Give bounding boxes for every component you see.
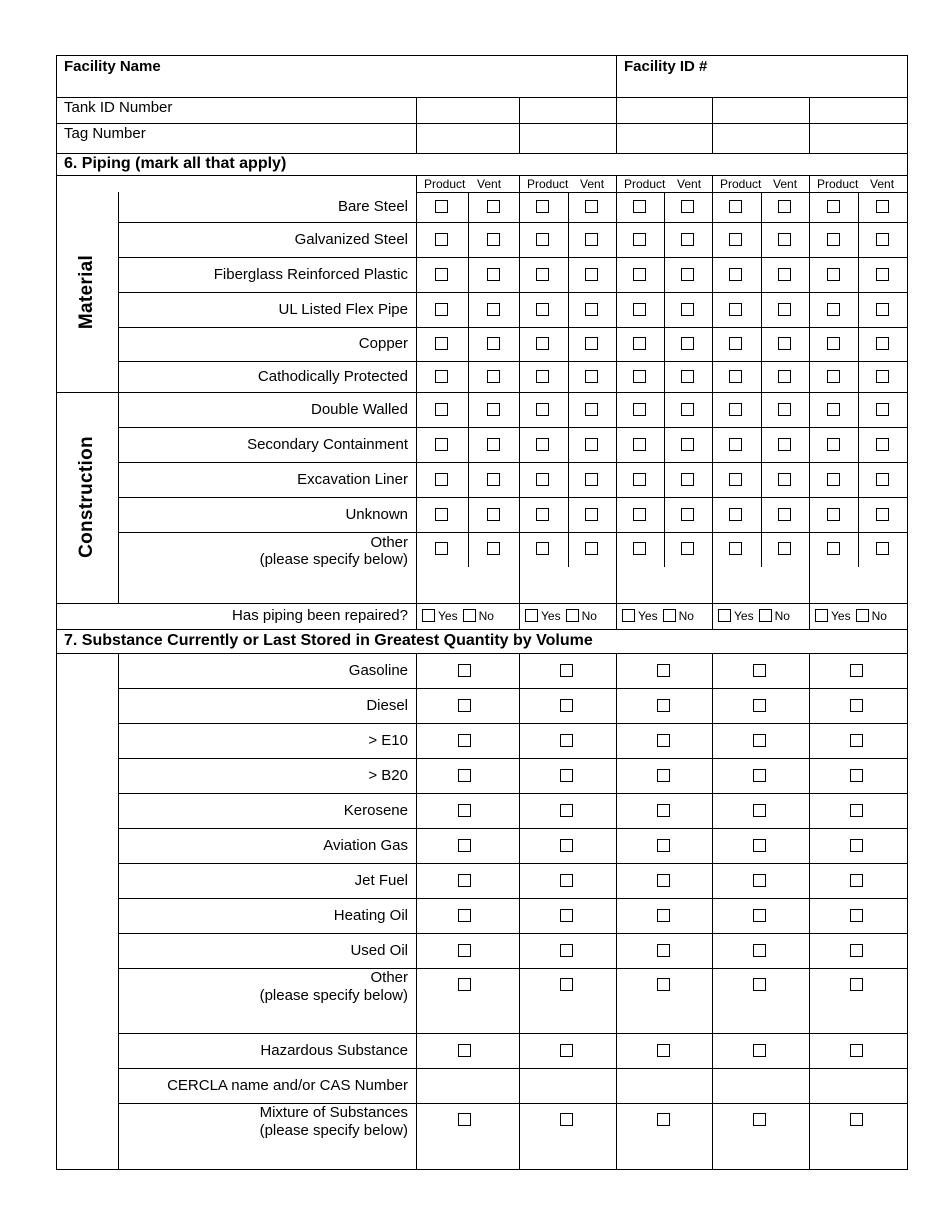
piping-row-bare-steel: Bare Steel	[337, 198, 408, 215]
repaired-no-label: No	[871, 609, 887, 623]
piping-galvanized-steel-vent-checkbox[interactable]	[876, 233, 889, 246]
piping-ul-listed-flex-pipe-vent-checkbox[interactable]	[585, 303, 598, 316]
vent-column-header: Vent	[580, 177, 605, 191]
piping-secondary-containment-vent-checkbox[interactable]	[487, 438, 500, 451]
piping-other-label: Other	[370, 534, 408, 551]
piping-cathodically-protected-vent-checkbox[interactable]	[681, 370, 694, 383]
tank-id-label: Tank ID Number	[64, 99, 173, 116]
substance-mixture-checkbox[interactable]	[850, 1113, 863, 1126]
piping-unknown-product-checkbox[interactable]	[729, 508, 742, 521]
substance-heating-oil-checkbox[interactable]	[753, 909, 766, 922]
piping-bare-steel-product-checkbox[interactable]	[633, 200, 646, 213]
piping-other-product-checkbox[interactable]	[435, 542, 448, 555]
repaired-yes-checkbox[interactable]	[422, 609, 435, 622]
substance-used-oil-checkbox[interactable]	[560, 944, 573, 957]
piping-unknown-product-checkbox[interactable]	[536, 508, 549, 521]
tank-id-field[interactable]	[618, 99, 710, 121]
cercla-field[interactable]	[418, 1070, 517, 1101]
tag-number-field[interactable]	[618, 125, 710, 151]
substance-row-jet-fuel: Jet Fuel	[354, 872, 408, 889]
substance-mixture-checkbox[interactable]	[560, 1113, 573, 1126]
piping-bare-steel-product-checkbox[interactable]	[729, 200, 742, 213]
piping-copper-product-checkbox[interactable]	[435, 337, 448, 350]
tank-id-field[interactable]	[714, 99, 807, 121]
repaired-no-checkbox[interactable]	[663, 609, 676, 622]
piping-galvanized-steel-vent-checkbox[interactable]	[778, 233, 791, 246]
tank-piping-form	[56, 55, 908, 1170]
piping-fiberglass-reinforced-plastic-vent-checkbox[interactable]	[876, 268, 889, 281]
substance-other-checkbox[interactable]	[560, 978, 573, 991]
substance-heating-oil-checkbox[interactable]	[458, 909, 471, 922]
repaired-no-label: No	[774, 609, 790, 623]
substance-mixture-checkbox[interactable]	[657, 1113, 670, 1126]
facility-id-label: Facility ID #	[624, 58, 708, 75]
piping-unknown-product-checkbox[interactable]	[633, 508, 646, 521]
piping-fiberglass-reinforced-plastic-vent-checkbox[interactable]	[487, 268, 500, 281]
piping-excavation-liner-vent-checkbox[interactable]	[778, 473, 791, 486]
piping-ul-listed-flex-pipe-vent-checkbox[interactable]	[778, 303, 791, 316]
substance-other-checkbox[interactable]	[753, 978, 766, 991]
piping-cathodically-protected-product-checkbox[interactable]	[633, 370, 646, 383]
facility-name-field[interactable]	[176, 57, 612, 95]
piping-bare-steel-product-checkbox[interactable]	[827, 200, 840, 213]
substance-aviation-gas-checkbox[interactable]	[850, 839, 863, 852]
substance-aviation-gas-checkbox[interactable]	[560, 839, 573, 852]
tag-number-label: Tag Number	[64, 125, 146, 142]
substance-gasoline-checkbox[interactable]	[753, 664, 766, 677]
tag-number-field[interactable]	[714, 125, 807, 151]
substance-row-aviation-gas: Aviation Gas	[323, 837, 408, 854]
piping-ul-listed-flex-pipe-product-checkbox[interactable]	[435, 303, 448, 316]
piping-copper-vent-checkbox[interactable]	[876, 337, 889, 350]
substance-kerosene-checkbox[interactable]	[560, 804, 573, 817]
cercla-field[interactable]	[714, 1070, 807, 1101]
piping-other-vent-checkbox[interactable]	[876, 542, 889, 555]
cercla-field[interactable]	[618, 1070, 710, 1101]
repaired-yes-checkbox[interactable]	[622, 609, 635, 622]
piping-copper-vent-checkbox[interactable]	[681, 337, 694, 350]
piping-galvanized-steel-vent-checkbox[interactable]	[487, 233, 500, 246]
piping-galvanized-steel-product-checkbox[interactable]	[633, 233, 646, 246]
piping-copper-product-checkbox[interactable]	[633, 337, 646, 350]
piping-unknown-vent-checkbox[interactable]	[778, 508, 791, 521]
cercla-field[interactable]	[811, 1070, 905, 1101]
piping-other-vent-checkbox[interactable]	[778, 542, 791, 555]
product-column-header: Product	[624, 177, 666, 191]
substance-hazardous-label: Hazardous Substance	[260, 1042, 408, 1059]
substance-b20-checkbox[interactable]	[657, 769, 670, 782]
piping-cathodically-protected-product-checkbox[interactable]	[827, 370, 840, 383]
piping-copper-product-checkbox[interactable]	[536, 337, 549, 350]
piping-copper-vent-checkbox[interactable]	[487, 337, 500, 350]
substance-gasoline-checkbox[interactable]	[850, 664, 863, 677]
product-column-header: Product	[817, 177, 859, 191]
substance-other-hint: (please specify below)	[259, 987, 408, 1004]
substance-diesel-checkbox[interactable]	[753, 699, 766, 712]
substance-e10-checkbox[interactable]	[560, 734, 573, 747]
piping-fiberglass-reinforced-plastic-product-checkbox[interactable]	[435, 268, 448, 281]
substance-hazardous-checkbox[interactable]	[560, 1044, 573, 1057]
piping-ul-listed-flex-pipe-product-checkbox[interactable]	[729, 303, 742, 316]
substance-row-e10: > E10	[368, 732, 408, 749]
tank-id-field[interactable]	[418, 99, 517, 121]
substance-diesel-checkbox[interactable]	[657, 699, 670, 712]
substance-kerosene-checkbox[interactable]	[458, 804, 471, 817]
piping-unknown-vent-checkbox[interactable]	[876, 508, 889, 521]
tag-number-field[interactable]	[418, 125, 517, 151]
substance-jet-fuel-checkbox[interactable]	[458, 874, 471, 887]
substance-b20-checkbox[interactable]	[753, 769, 766, 782]
piping-excavation-liner-product-checkbox[interactable]	[729, 473, 742, 486]
piping-galvanized-steel-product-checkbox[interactable]	[827, 233, 840, 246]
piping-bare-steel-vent-checkbox[interactable]	[876, 200, 889, 213]
piping-unknown-vent-checkbox[interactable]	[681, 508, 694, 521]
piping-section-title: 6. Piping (mark all that apply)	[64, 155, 287, 172]
tag-number-field[interactable]	[521, 125, 614, 151]
tag-number-field[interactable]	[811, 125, 905, 151]
piping-ul-listed-flex-pipe-product-checkbox[interactable]	[827, 303, 840, 316]
substance-hazardous-checkbox[interactable]	[753, 1044, 766, 1057]
substance-gasoline-checkbox[interactable]	[560, 664, 573, 677]
piping-fiberglass-reinforced-plastic-vent-checkbox[interactable]	[778, 268, 791, 281]
piping-secondary-containment-vent-checkbox[interactable]	[778, 438, 791, 451]
piping-repaired-choice	[815, 609, 887, 623]
substance-row-gasoline: Gasoline	[348, 662, 408, 679]
piping-row-double-walled: Double Walled	[311, 401, 408, 418]
repaired-yes-label: Yes	[438, 609, 458, 623]
piping-excavation-liner-vent-checkbox[interactable]	[487, 473, 500, 486]
piping-excavation-liner-product-checkbox[interactable]	[536, 473, 549, 486]
substance-row-kerosene: Kerosene	[343, 802, 408, 819]
piping-galvanized-steel-product-checkbox[interactable]	[729, 233, 742, 246]
substance-row-used-oil: Used Oil	[350, 942, 408, 959]
piping-repaired-choice	[622, 609, 694, 623]
piping-row-unknown: Unknown	[345, 506, 408, 523]
substance-other-checkbox[interactable]	[850, 978, 863, 991]
piping-cathodically-protected-vent-checkbox[interactable]	[585, 370, 598, 383]
substance-jet-fuel-checkbox[interactable]	[657, 874, 670, 887]
piping-ul-listed-flex-pipe-product-checkbox[interactable]	[536, 303, 549, 316]
substance-e10-checkbox[interactable]	[458, 734, 471, 747]
substance-heating-oil-checkbox[interactable]	[657, 909, 670, 922]
piping-copper-product-checkbox[interactable]	[729, 337, 742, 350]
substance-kerosene-checkbox[interactable]	[657, 804, 670, 817]
repaired-yes-label: Yes	[734, 609, 754, 623]
repaired-yes-label: Yes	[541, 609, 561, 623]
piping-copper-product-checkbox[interactable]	[827, 337, 840, 350]
cercla-label: CERCLA name and/or CAS Number	[167, 1077, 408, 1094]
repaired-no-label: No	[678, 609, 694, 623]
vent-column-header: Vent	[870, 177, 895, 191]
piping-other-product-checkbox[interactable]	[729, 542, 742, 555]
substance-aviation-gas-checkbox[interactable]	[753, 839, 766, 852]
repaired-no-label: No	[581, 609, 597, 623]
piping-excavation-liner-product-checkbox[interactable]	[435, 473, 448, 486]
piping-repaired-choice	[422, 609, 494, 623]
piping-double-walled-product-checkbox[interactable]	[536, 403, 549, 416]
substance-b20-checkbox[interactable]	[458, 769, 471, 782]
piping-double-walled-product-checkbox[interactable]	[827, 403, 840, 416]
substance-other-label: Other	[370, 969, 408, 986]
substance-diesel-checkbox[interactable]	[458, 699, 471, 712]
substance-mixture-checkbox[interactable]	[458, 1113, 471, 1126]
piping-other-vent-checkbox[interactable]	[585, 542, 598, 555]
piping-double-walled-vent-checkbox[interactable]	[585, 403, 598, 416]
piping-double-walled-vent-checkbox[interactable]	[778, 403, 791, 416]
piping-galvanized-steel-vent-checkbox[interactable]	[585, 233, 598, 246]
piping-cathodically-protected-product-checkbox[interactable]	[536, 370, 549, 383]
substance-used-oil-checkbox[interactable]	[657, 944, 670, 957]
substance-jet-fuel-checkbox[interactable]	[560, 874, 573, 887]
substance-kerosene-checkbox[interactable]	[753, 804, 766, 817]
piping-other-product-checkbox[interactable]	[827, 542, 840, 555]
material-group-label: Material	[76, 254, 97, 330]
substance-diesel-checkbox[interactable]	[850, 699, 863, 712]
piping-unknown-vent-checkbox[interactable]	[585, 508, 598, 521]
piping-secondary-containment-vent-checkbox[interactable]	[681, 438, 694, 451]
substance-jet-fuel-checkbox[interactable]	[850, 874, 863, 887]
piping-fiberglass-reinforced-plastic-vent-checkbox[interactable]	[585, 268, 598, 281]
vent-column-header: Vent	[677, 177, 702, 191]
piping-copper-vent-checkbox[interactable]	[585, 337, 598, 350]
substance-e10-checkbox[interactable]	[850, 734, 863, 747]
substance-diesel-checkbox[interactable]	[560, 699, 573, 712]
piping-row-fiberglass-reinforced-plastic: Fiberglass Reinforced Plastic	[213, 266, 408, 283]
facility-name-label: Facility Name	[64, 58, 161, 75]
piping-unknown-product-checkbox[interactable]	[827, 508, 840, 521]
repaired-yes-checkbox[interactable]	[815, 609, 828, 622]
piping-excavation-liner-product-checkbox[interactable]	[633, 473, 646, 486]
piping-unknown-vent-checkbox[interactable]	[487, 508, 500, 521]
piping-cathodically-protected-vent-checkbox[interactable]	[778, 370, 791, 383]
piping-secondary-containment-product-checkbox[interactable]	[827, 438, 840, 451]
repaired-yes-label: Yes	[638, 609, 658, 623]
piping-repaired-label: Has piping been repaired?	[232, 607, 408, 624]
piping-double-walled-product-checkbox[interactable]	[729, 403, 742, 416]
piping-double-walled-vent-checkbox[interactable]	[487, 403, 500, 416]
substance-kerosene-checkbox[interactable]	[850, 804, 863, 817]
piping-cathodically-protected-vent-checkbox[interactable]	[876, 370, 889, 383]
piping-row-ul-listed-flex-pipe: UL Listed Flex Pipe	[278, 301, 408, 318]
substance-mixture-checkbox[interactable]	[753, 1113, 766, 1126]
piping-fiberglass-reinforced-plastic-product-checkbox[interactable]	[536, 268, 549, 281]
piping-other-vent-checkbox[interactable]	[681, 542, 694, 555]
product-column-header: Product	[720, 177, 762, 191]
piping-secondary-containment-product-checkbox[interactable]	[435, 438, 448, 451]
piping-double-walled-product-checkbox[interactable]	[633, 403, 646, 416]
substance-hazardous-checkbox[interactable]	[458, 1044, 471, 1057]
substance-mixture-hint: (please specify below)	[259, 1122, 408, 1139]
substance-used-oil-checkbox[interactable]	[458, 944, 471, 957]
substance-other-checkbox[interactable]	[458, 978, 471, 991]
substance-heating-oil-checkbox[interactable]	[560, 909, 573, 922]
piping-row-cathodically-protected: Cathodically Protected	[257, 368, 408, 385]
piping-fiberglass-reinforced-plastic-product-checkbox[interactable]	[729, 268, 742, 281]
tank-id-field[interactable]	[811, 99, 905, 121]
piping-fiberglass-reinforced-plastic-vent-checkbox[interactable]	[681, 268, 694, 281]
piping-excavation-liner-vent-checkbox[interactable]	[681, 473, 694, 486]
substance-gasoline-checkbox[interactable]	[657, 664, 670, 677]
piping-double-walled-vent-checkbox[interactable]	[876, 403, 889, 416]
substance-row-b20: > B20	[368, 767, 408, 784]
substance-row-heating-oil: Heating Oil	[333, 907, 408, 924]
substance-used-oil-checkbox[interactable]	[850, 944, 863, 957]
repaired-no-checkbox[interactable]	[759, 609, 772, 622]
tank-id-field[interactable]	[521, 99, 614, 121]
repaired-no-checkbox[interactable]	[856, 609, 869, 622]
piping-bare-steel-vent-checkbox[interactable]	[778, 200, 791, 213]
cercla-field[interactable]	[521, 1070, 614, 1101]
piping-other-hint: (please specify below)	[259, 551, 408, 568]
piping-excavation-liner-product-checkbox[interactable]	[827, 473, 840, 486]
piping-other-vent-checkbox[interactable]	[487, 542, 500, 555]
piping-secondary-containment-vent-checkbox[interactable]	[585, 438, 598, 451]
substance-hazardous-checkbox[interactable]	[657, 1044, 670, 1057]
repaired-no-checkbox[interactable]	[463, 609, 476, 622]
piping-row-excavation-liner: Excavation Liner	[297, 471, 408, 488]
construction-group-label: Construction	[76, 436, 97, 558]
piping-row-copper: Copper	[358, 335, 408, 352]
piping-unknown-product-checkbox[interactable]	[435, 508, 448, 521]
piping-copper-vent-checkbox[interactable]	[778, 337, 791, 350]
repaired-yes-label: Yes	[831, 609, 851, 623]
piping-excavation-liner-vent-checkbox[interactable]	[876, 473, 889, 486]
piping-galvanized-steel-product-checkbox[interactable]	[536, 233, 549, 246]
piping-secondary-containment-product-checkbox[interactable]	[633, 438, 646, 451]
substance-e10-checkbox[interactable]	[753, 734, 766, 747]
piping-double-walled-product-checkbox[interactable]	[435, 403, 448, 416]
substance-aviation-gas-checkbox[interactable]	[458, 839, 471, 852]
substance-b20-checkbox[interactable]	[850, 769, 863, 782]
piping-ul-listed-flex-pipe-vent-checkbox[interactable]	[681, 303, 694, 316]
substance-mixture-label: Mixture of Substances	[259, 1104, 408, 1121]
piping-secondary-containment-product-checkbox[interactable]	[729, 438, 742, 451]
repaired-yes-checkbox[interactable]	[525, 609, 538, 622]
substance-b20-checkbox[interactable]	[560, 769, 573, 782]
piping-ul-listed-flex-pipe-product-checkbox[interactable]	[633, 303, 646, 316]
substance-used-oil-checkbox[interactable]	[753, 944, 766, 957]
substance-heating-oil-checkbox[interactable]	[850, 909, 863, 922]
substance-other-checkbox[interactable]	[657, 978, 670, 991]
product-column-header: Product	[424, 177, 466, 191]
facility-id-field[interactable]	[716, 57, 904, 95]
substance-hazardous-checkbox[interactable]	[850, 1044, 863, 1057]
piping-row-galvanized-steel: Galvanized Steel	[294, 231, 408, 248]
piping-repaired-choice	[718, 609, 790, 623]
piping-cathodically-protected-vent-checkbox[interactable]	[487, 370, 500, 383]
piping-fiberglass-reinforced-plastic-product-checkbox[interactable]	[827, 268, 840, 281]
piping-cathodically-protected-product-checkbox[interactable]	[729, 370, 742, 383]
vent-column-header: Vent	[477, 177, 502, 191]
substance-e10-checkbox[interactable]	[657, 734, 670, 747]
piping-secondary-containment-product-checkbox[interactable]	[536, 438, 549, 451]
piping-other-product-checkbox[interactable]	[633, 542, 646, 555]
piping-other-product-checkbox[interactable]	[536, 542, 549, 555]
substance-aviation-gas-checkbox[interactable]	[657, 839, 670, 852]
piping-excavation-liner-vent-checkbox[interactable]	[585, 473, 598, 486]
product-column-header: Product	[527, 177, 569, 191]
piping-galvanized-steel-product-checkbox[interactable]	[435, 233, 448, 246]
piping-bare-steel-vent-checkbox[interactable]	[585, 200, 598, 213]
repaired-no-checkbox[interactable]	[566, 609, 579, 622]
piping-bare-steel-vent-checkbox[interactable]	[487, 200, 500, 213]
piping-repaired-choice	[525, 609, 597, 623]
vent-column-header: Vent	[773, 177, 798, 191]
substance-row-diesel: Diesel	[366, 697, 408, 714]
piping-row-secondary-containment: Secondary Containment	[247, 436, 408, 453]
substance-jet-fuel-checkbox[interactable]	[753, 874, 766, 887]
piping-fiberglass-reinforced-plastic-product-checkbox[interactable]	[633, 268, 646, 281]
piping-bare-steel-vent-checkbox[interactable]	[681, 200, 694, 213]
substance-gasoline-checkbox[interactable]	[458, 664, 471, 677]
piping-secondary-containment-vent-checkbox[interactable]	[876, 438, 889, 451]
piping-ul-listed-flex-pipe-vent-checkbox[interactable]	[876, 303, 889, 316]
repaired-yes-checkbox[interactable]	[718, 609, 731, 622]
piping-cathodically-protected-product-checkbox[interactable]	[435, 370, 448, 383]
substance-section-title: 7. Substance Currently or Last Stored in Greatest Quantity by Volume	[64, 632, 593, 649]
piping-ul-listed-flex-pipe-vent-checkbox[interactable]	[487, 303, 500, 316]
piping-double-walled-vent-checkbox[interactable]	[681, 403, 694, 416]
piping-bare-steel-product-checkbox[interactable]	[435, 200, 448, 213]
repaired-no-label: No	[478, 609, 494, 623]
piping-galvanized-steel-vent-checkbox[interactable]	[681, 233, 694, 246]
piping-bare-steel-product-checkbox[interactable]	[536, 200, 549, 213]
